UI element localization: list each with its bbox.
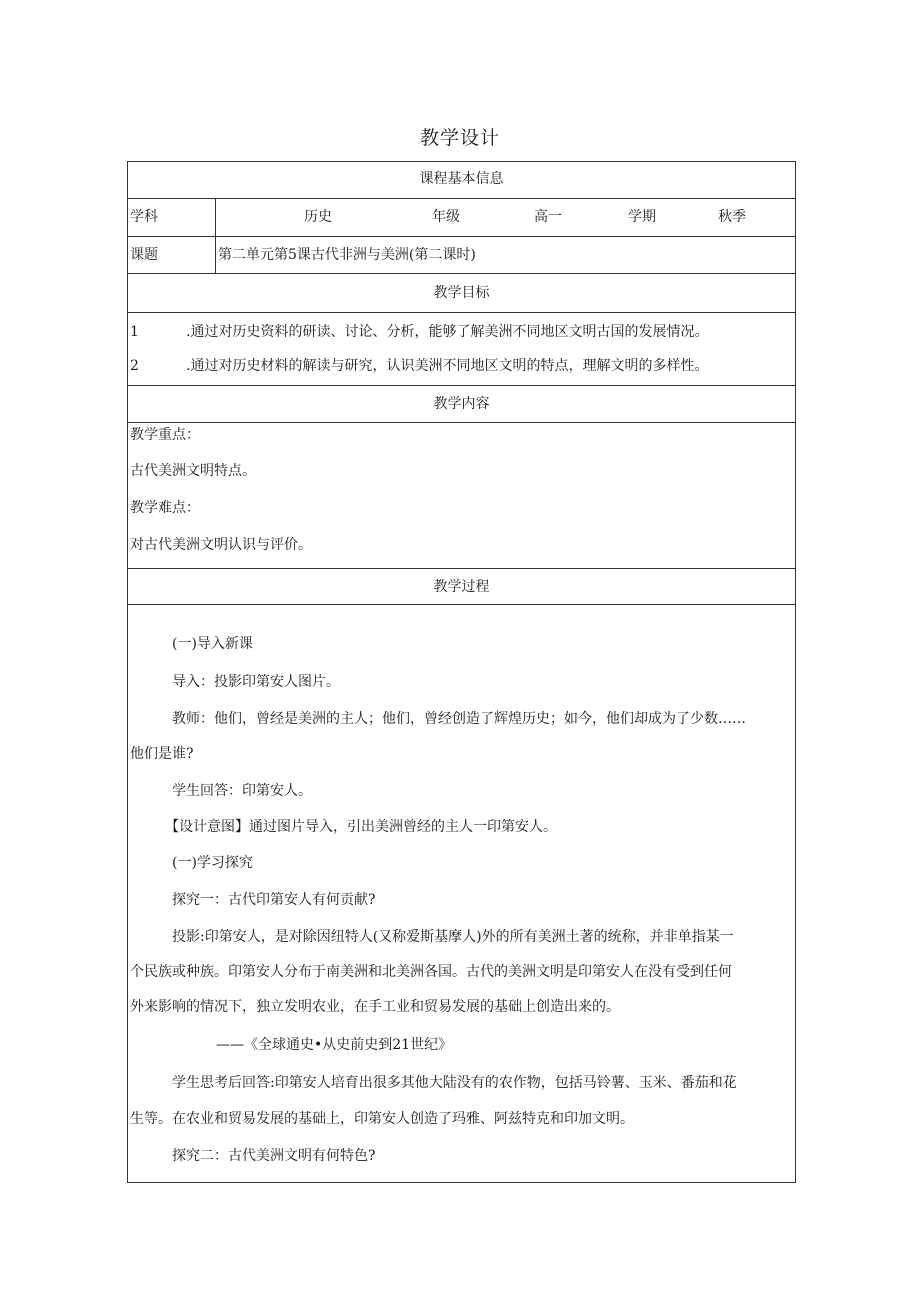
objective-number: 2 (130, 358, 139, 374)
topic-label: 课题 (130, 247, 158, 263)
process-line: 学生回答：印第安人。 (172, 783, 312, 799)
column-divider (215, 198, 216, 273)
difficulty-label: 教学难点： (130, 500, 200, 516)
process-line: 投影:印第安人，是对除因纽特人(又称爱斯基摩人)外的所有美洲土著的统称，并非单指某一 (172, 929, 734, 945)
grade-label: 年级 (432, 209, 460, 225)
key-point-label: 教学重点： (130, 427, 200, 443)
content-header: 教学内容 (433, 396, 490, 412)
subject-label: 学科 (130, 209, 158, 225)
process-header: 教学过程 (433, 579, 490, 595)
process-line: 导入：投影印第安人图片。 (172, 674, 340, 690)
process-line: 教师：他们，曾经是美洲的主人；他们，曾经创造了辉煌历史；如今，他们却成为了少数…… (172, 711, 746, 727)
process-line: 他们是谁? (130, 746, 194, 762)
citation: ——《全球通史•从史前史到21世纪》 (216, 1037, 453, 1053)
objective-number: 1 (130, 324, 139, 340)
process-line: 探究二：古代美洲文明有何特色? (172, 1148, 376, 1164)
process-line: (一)导入新课 (172, 636, 253, 652)
term-label: 学期 (628, 209, 656, 225)
subject-value: 历史 (304, 209, 332, 225)
row-divider (127, 273, 796, 274)
process-line: 探究一：古代印第安人有何贡献? (172, 892, 376, 908)
row-divider (127, 312, 796, 313)
row-divider (127, 422, 796, 423)
document-title: 教学设计 (419, 127, 500, 149)
process-line: 学生思考后回答:印第安人培育出很多其他大陆没有的农作物，包括马铃薯、玉米、番茄和花 (172, 1075, 737, 1091)
objective-text: .通过对历史资料的研读、讨论、分析，能够了解美洲不同地区文明古国的发展情况。 (186, 324, 709, 340)
key-point-value: 古代美洲文明特点。 (130, 463, 256, 479)
objective-text: .通过对历史材料的解读与研究，认识美洲不同地区文明的特点，理解文明的多样性。 (186, 358, 709, 374)
row-divider (127, 568, 796, 569)
basic-info-header: 课程基本信息 (419, 171, 504, 187)
process-line: 个民族或种族。印第安人分布于南美洲和北美洲各国。古代的美洲文明是印第安人在没有受到任何 (130, 964, 732, 980)
row-divider (127, 236, 796, 237)
process-line: 外来影响的情况下，独立发明农业，在手工业和贸易发展的基础上创造出来的。 (130, 999, 620, 1015)
process-line: (一)学习探究 (172, 855, 253, 871)
grade-value: 高一 (534, 209, 562, 225)
process-line: 【设计意图】通过图片导入，引出美洲曾经的主人一印第安人。 (165, 819, 557, 835)
row-divider (127, 604, 796, 605)
row-divider (127, 385, 796, 386)
topic-value: 第二单元第5课古代非洲与美洲(第二课时) (218, 247, 476, 263)
process-line: 生等。在农业和贸易发展的基础上，印第安人创造了玛雅、阿兹特克和印加文明。 (130, 1111, 634, 1127)
objectives-header: 教学目标 (433, 285, 490, 301)
row-divider (127, 198, 796, 199)
term-value: 秋季 (718, 209, 746, 225)
difficulty-value: 对古代美洲文明认识与评价。 (130, 537, 312, 553)
